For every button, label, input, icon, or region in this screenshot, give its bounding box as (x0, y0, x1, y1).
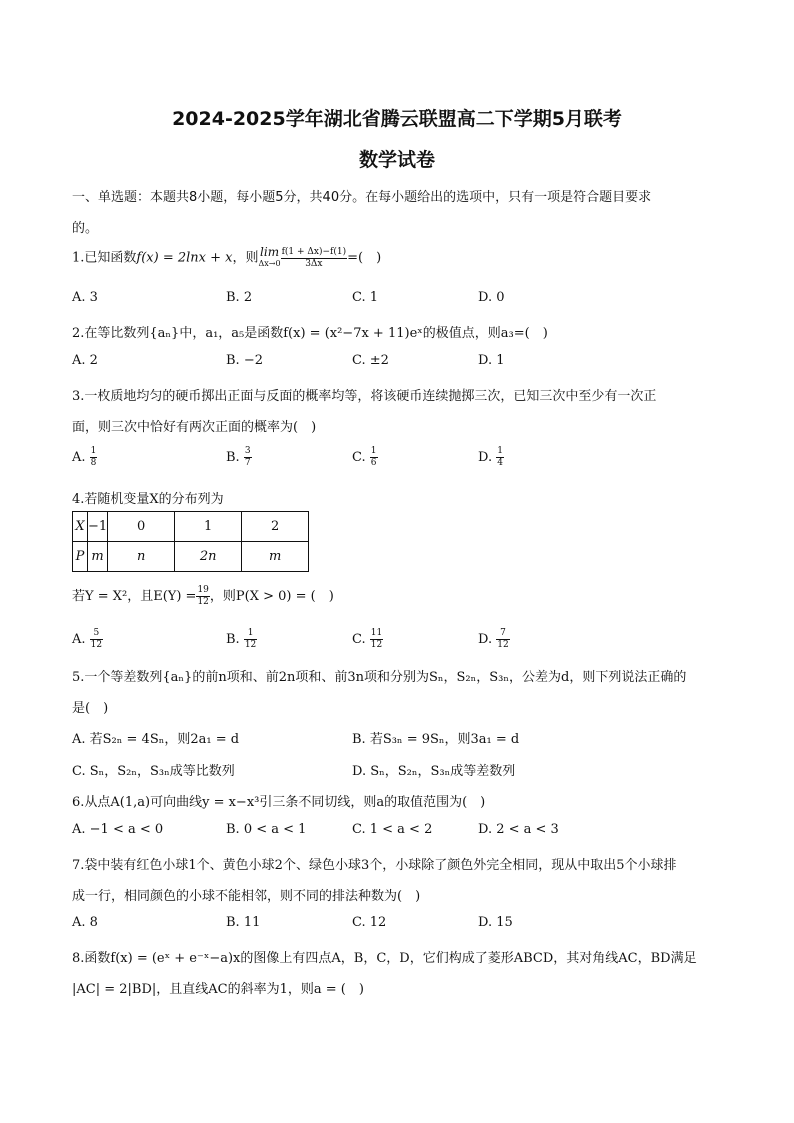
table-row (73, 512, 309, 542)
q6-option-d: D. 2 < a < 3 (478, 822, 559, 837)
q1-limit: lim Δx→0 (258, 245, 281, 268)
q2-option-c: C. ±2 (352, 353, 389, 368)
table-cell: m (88, 542, 108, 572)
question-2: 2.在等比数列{aₙ}中，a₁，a₅是函数f(x) = (x²−7x + 11)eˣ的极值点，则a₃=( ) (72, 326, 548, 341)
table-cell: 0 (108, 512, 175, 542)
q6-option-b: B. 0 < a < 1 (226, 822, 307, 837)
q1-option-c: C. 1 (352, 290, 379, 305)
q4-option-b: B. $\frac{1}{12}$ (226, 628, 257, 650)
q5-option-a: A. 若S₂ₙ = 4Sₙ，则2a₁ = d (72, 732, 240, 747)
q4-option-c: C. $\frac{11}{12}$ (352, 628, 383, 650)
q1-suffix: =( ) (347, 250, 382, 266)
q5-option-b: B. 若S₃ₙ = 9Sₙ，则3a₁ = d (352, 732, 520, 747)
q3-option-a: A. $\frac{1}{8}$ (72, 446, 97, 468)
q3-option-d: D. $\frac{1}{4}$ (478, 446, 503, 468)
q1-option-d: D. 0 (478, 290, 505, 305)
question-5-cont: 是( ) (72, 701, 109, 716)
q3-option-b: B. $\frac{3}{7}$ (226, 446, 251, 468)
question-4-condition: 若Y = X²，且E(Y) = $\frac{19}{12}$ ，则P(X > 0) = ( ) (72, 585, 334, 607)
q1-fraction: $\frac{f(1 + \Delta x)-f(1)}{3\Delta x}$ (281, 246, 347, 269)
q5-option-d: D. Sₙ，S₂ₙ，S₃ₙ成等差数列 (352, 764, 516, 779)
q4-fraction: $\frac{19}{12}$ (197, 585, 209, 607)
q6-option-c: C. 1 < a < 2 (352, 822, 433, 837)
table-cell: −1 (88, 512, 108, 542)
q4-option-a: A. $\frac{5}{12}$ (72, 628, 103, 650)
q7-option-b: B. 11 (226, 915, 261, 930)
table-cell: P (73, 542, 88, 572)
q1-option-b: B. 2 (226, 290, 253, 305)
question-6: 6.从点A(1,a)可向曲线y = x−x³引三条不同切线，则a的取值范围为( ) (72, 795, 486, 810)
table-cell: 1 (175, 512, 242, 542)
table-cell: n (108, 542, 175, 572)
q7-option-c: C. 12 (352, 915, 387, 930)
exam-title: 2024-2025学年湖北省腾云联盟高二下学期5月联考 (172, 108, 622, 130)
q4-option-d: D. $\frac{7}{12}$ (478, 628, 509, 650)
table-cell: X (73, 512, 88, 542)
q3-option-c: C. $\frac{1}{6}$ (352, 446, 377, 468)
table-cell: 2n (175, 542, 242, 572)
q2-option-d: D. 1 (478, 353, 505, 368)
q7-option-d: D. 15 (478, 915, 513, 930)
q7-option-a: A. 8 (72, 915, 98, 930)
question-3-cont: 面，则三次中恰好有两次正面的概率为( ) (72, 420, 317, 435)
q5-option-c: C. Sₙ，S₂ₙ，S₃ₙ成等比数列 (72, 764, 235, 779)
question-7-cont: 成一行，相同颜色的小球不能相邻，则不同的排法种数为( ) (72, 889, 421, 904)
q2-option-a: A. 2 (72, 353, 98, 368)
section-heading-cont: 的。 (72, 221, 99, 236)
q1-option-a: A. 3 (72, 290, 98, 305)
section-heading: 一、单选题：本题共8小题，每小题5分，共40分。在每小题给出的选项中，只有一项是符合题目要求 (72, 190, 652, 205)
question-3: 3.一枚质地均匀的硬币掷出正面与反面的概率均等，将该硬币连续抛掷三次，已知三次中至少有一次正 (72, 389, 657, 404)
question-5: 5.一个等差数列{aₙ}的前n项和、前2n项和、前3n项和分别为Sₙ，S₂ₙ，S₃ₙ，公差为d，则下列说法正确的 (72, 670, 687, 685)
q1-mid: ，则 (232, 250, 259, 266)
q6-option-a: A. −1 < a < 0 (72, 822, 164, 837)
question-7: 7.袋中装有红色小球1个、黄色小球2个、绿色小球3个，小球除了颜色外完全相同，现从中取出5个小球排 (72, 858, 677, 873)
distribution-table (72, 511, 309, 572)
q1-function: f(x) = 2lnx + x (136, 250, 233, 266)
table-cell: m (242, 542, 309, 572)
question-4: 4.若随机变量X的分布列为 (72, 492, 224, 507)
question-8: 8.函数f(x) = (eˣ + e⁻ˣ−a)x的图像上有四点A，B，C，D，它们构成了菱形ABCD，其对角线AC，BD满足 (72, 951, 697, 966)
table-cell: 2 (242, 512, 309, 542)
q1-prefix: 1.已知函数 (72, 250, 137, 266)
table-row (73, 542, 309, 572)
question-8-cont: |AC| = 2|BD|，且直线AC的斜率为1，则a = ( ) (72, 982, 364, 997)
exam-subtitle: 数学试卷 (358, 149, 435, 171)
q2-option-b: B. −2 (226, 353, 263, 368)
question-1 (72, 246, 381, 270)
